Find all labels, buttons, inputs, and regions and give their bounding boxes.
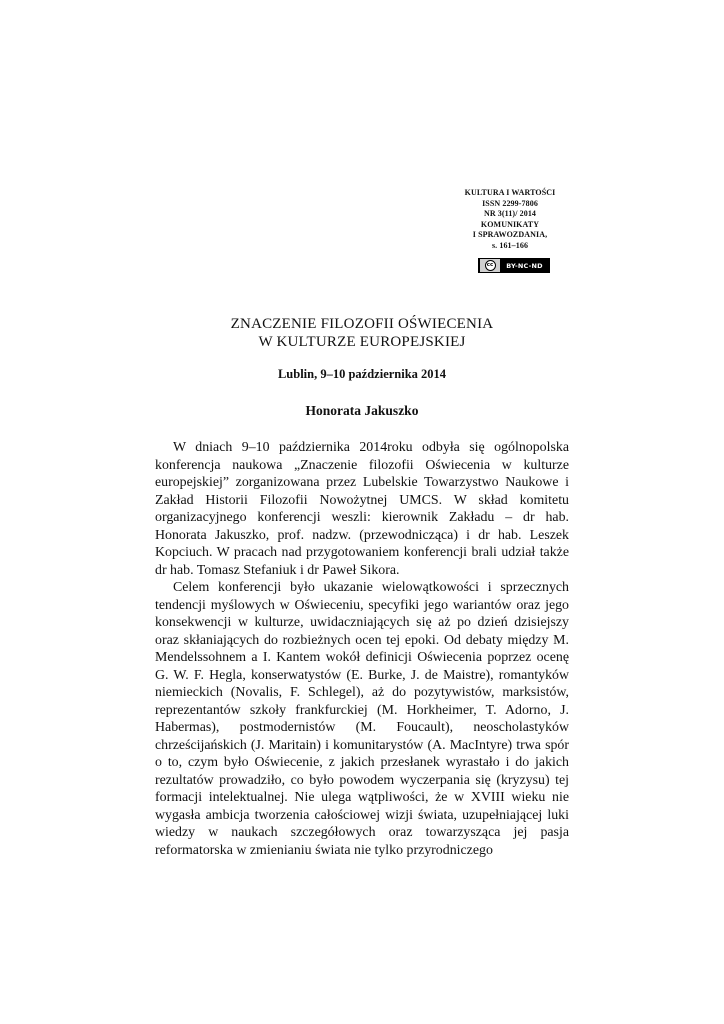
journal-issn: ISSN 2299-7806	[482, 198, 538, 208]
event-place-date: Lublin, 9–10 października 2014	[277, 367, 447, 381]
paragraph-2: Celem konferencji było ukazanie wielowątkowości i sprzecznych tendencji myślowych w Oświeceniu, specyfiki jego wariantów oraz jego konsekwencji w kulturze, uwidaczniających się aż po dzień dzisiejszy oraz skłaniających do rozbieżnych ocen tej epoki. Od debaty między M. Mendelssohnem a I. Kantem wokół definicji Oświecenia poprzez ocenę G. W. F. Hegla, konserwatystów (E. Burke, J. de Maistre), romantyków niemieckich (Novalis, F. Schlegel), aż do pozytywistów, marksistów, reprezentantów szkoły frankfurckiej (M. Horkheimer, T. Adorno, J. Habermas), postmodernistów (M. Foucault), neoscholastyków chrześcijańskich (J. Maritain) i komunitarystów (A. MacIntyre) trwa spór o to, czym było Oświecenie, z jakich przesłanek wyrastało i do jakich rezultatów prowadziło, co było powodem wyczerpania się (kryzysu) tej formacji intelektualnej. Nie ulega wątpliwości, że w XVIII wieku nie wygasła ambicja tworzenia całościowej wizji świata, uzupełniającej luki wiedzy w naukach szczegółowych oraz towarzysząca jej pasja reformatorska w zmienianiu świata nie tylko przyrodniczego	[155, 580, 569, 858]
journal-issue: NR 3(11)/ 2014	[483, 209, 537, 218]
paragraph-1: W dniach 9–10 października 2014roku odbyła się ogólnopolska konferencja naukowa „Znaczenie filozofii Oświecenia w kulturze europejskiej” zorganizowana przez Lubelskie Towarzystwo Naukowe i Zakład Historii Filozofii Nowożytnej UMCS. W skład komitetu organizacyjnego konferencji weszli: kierownik Zakładu – dr hab. Honorata Jakuszko, prof. nadzw. (przewodnicząca) i dr hab. Leszek Kopciuch. W pracach nad przygotowaniem konferencji brali udział także dr hab. Tomasz Stefaniuk i dr Paweł Sikora.	[155, 440, 569, 578]
journal-section: KOMUNIKATY	[480, 219, 540, 229]
journal-name: KULTURA I WARTOŚCI	[464, 188, 556, 197]
article-body	[155, 439, 569, 859]
cc-license-label: BY-NC-ND	[506, 261, 543, 270]
article-title-line-1: ZNACZENIE FILOZOFII OŚWIECENIA	[230, 316, 494, 332]
journal-metadata	[430, 188, 590, 251]
cc-license-badge	[478, 258, 550, 273]
cc-logo-icon	[480, 259, 500, 272]
journal-pages: s. 161–166	[491, 240, 529, 250]
author-name: Honorata Jakuszko	[305, 403, 419, 418]
journal-section-cont: I SPRAWOZDANIA,	[472, 230, 548, 239]
article-title-line-2: W KULTURZE EUROPEJSKIEJ	[258, 334, 466, 350]
cc-circle-icon: cc	[485, 260, 496, 271]
article-title	[100, 315, 624, 351]
